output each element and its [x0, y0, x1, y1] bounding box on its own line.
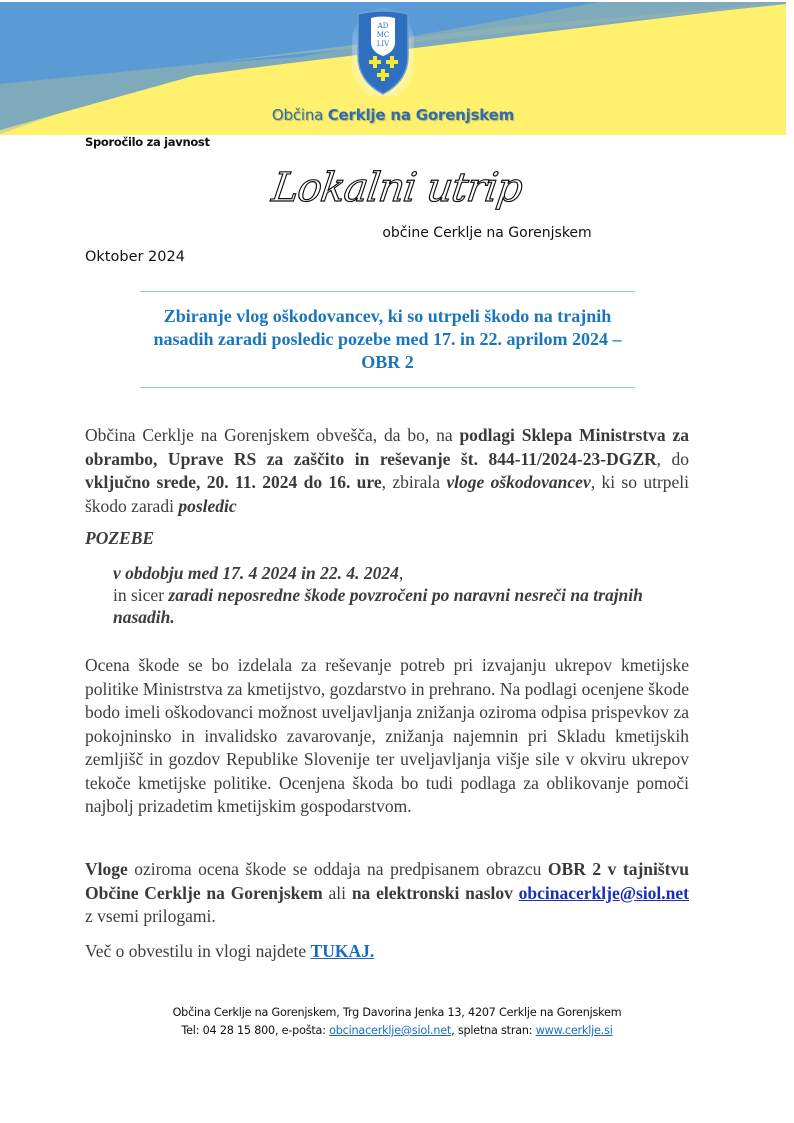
period-block: v obdobju med 17. 4 2024 in 22. 4. 2024, in sicer zaradi neposredne škode povzročeni po naravni nesreči na trajnih nasadih. — [113, 563, 643, 627]
municipality-prefix: Občina — [271, 106, 324, 124]
paragraph-more-info: Več o obvestilu in vlogi najdete TUKAJ. — [85, 941, 375, 961]
headline-rule-top — [140, 291, 635, 292]
pozebe-label: POZEBE — [85, 528, 155, 548]
headline: Zbiranje vlog oškodovancev, ki so utrpeli škodo na trajnih nasadih zaradi posledic pozebe med 17. in 22. aprilom 2024 – OBR 2 — [153, 306, 622, 372]
issue-date: Oktober 2024 — [85, 249, 185, 265]
masthead-subtitle — [0, 225, 794, 241]
municipality-title — [0, 106, 786, 124]
crest-text: AD — [377, 22, 389, 30]
masthead-title: Lokalni utrip — [269, 165, 525, 211]
header-banner — [0, 2, 786, 135]
svg-text:MC: MC — [376, 31, 390, 39]
period-dates: v obdobju med 17. 4 2024 in 22. 4. 2024 — [113, 563, 399, 583]
paragraph-submission: Vloge oziroma ocena škode se oddaja na predpisanem obrazcu OBR 2 v tajništvu Občine Cerklje na Gorenjskem ali na elektronski naslov obcinacerklje@siol.net z vsemi prilogami. — [85, 859, 689, 926]
decision-reference: podlagi Sklepa Ministrstva za obrambo, Uprave RS za zaščito in reševanje št. 844-11/2024-23-DGZR — [85, 425, 689, 469]
footer-address: Občina Cerklje na Gorenjskem, Trg Davorina Jenka 13, 4207 Cerklje na Gorenjskem — [172, 1006, 622, 1019]
damage-description: zaradi neposredne škode povzročeni po naravni nesreči na trajnih nasadih. — [113, 585, 643, 627]
email-link[interactable]: obcinacerklje@siol.net — [518, 882, 689, 903]
headline-rule-bottom — [140, 387, 635, 388]
footer-email-link[interactable]: obcinacerklje@siol.net — [329, 1024, 452, 1037]
deadline: vključno srede, 20. 11. 2024 do 16. ure — [85, 472, 382, 492]
press-release-label: Sporočilo za javnost — [85, 135, 210, 149]
footer — [0, 1004, 794, 1040]
footer-contact: Tel: 04 28 15 800, e-pošta: obcinacerklje@siol.net, spletna stran: www.cerklje.si — [181, 1024, 613, 1037]
paragraph-announcement: Občina Cerklje na Gorenjskem obvešča, da bo, na podlagi Sklepa Ministrstva za obrambo, Uprave RS za zaščito in reševanje št. 844-11/2024-23-DGZR, do vključno srede, 20. 11. 2024 do 16. ure, zbirala vloge oškodovancev, ki so utrpeli škodo zaradi posledic — [85, 425, 690, 516]
more-info-link[interactable]: TUKAJ. — [310, 941, 375, 961]
municipality-name: Cerklje na Gorenjskem — [327, 106, 515, 124]
coat-of-arms-icon — [352, 6, 414, 96]
paragraph-assessment: Ocena škode se bo izdelala za reševanje potreb pri izvajanju ukrepov kmetijske politike Ministrstva za kmetijstvo, gozdarstvo in prehrano. Na podlagi ocenjene škode bodo imeli oškodovanci možnost uveljavljanja znižanja oziroma odpisa prispevkov za pokojninsko in invalidsko zavarovanje, znižanja najemnin pri Skladu kmetijskih zemljišč in gozdov Republike Slovenije ter uveljavljanja višje sile v okviru ukrepov tekoče kmetijske politike. Ocenjena škoda bo tudi podlaga za oblikovanje pomoči najbolj prizadetim kmetijskim gospodarstvom. — [85, 655, 689, 816]
masthead-subtitle-text: občine Cerklje na Gorenjskem — [382, 225, 592, 241]
svg-text:LIV: LIV — [376, 40, 390, 48]
footer-website-link[interactable]: www.cerklje.si — [535, 1024, 613, 1037]
